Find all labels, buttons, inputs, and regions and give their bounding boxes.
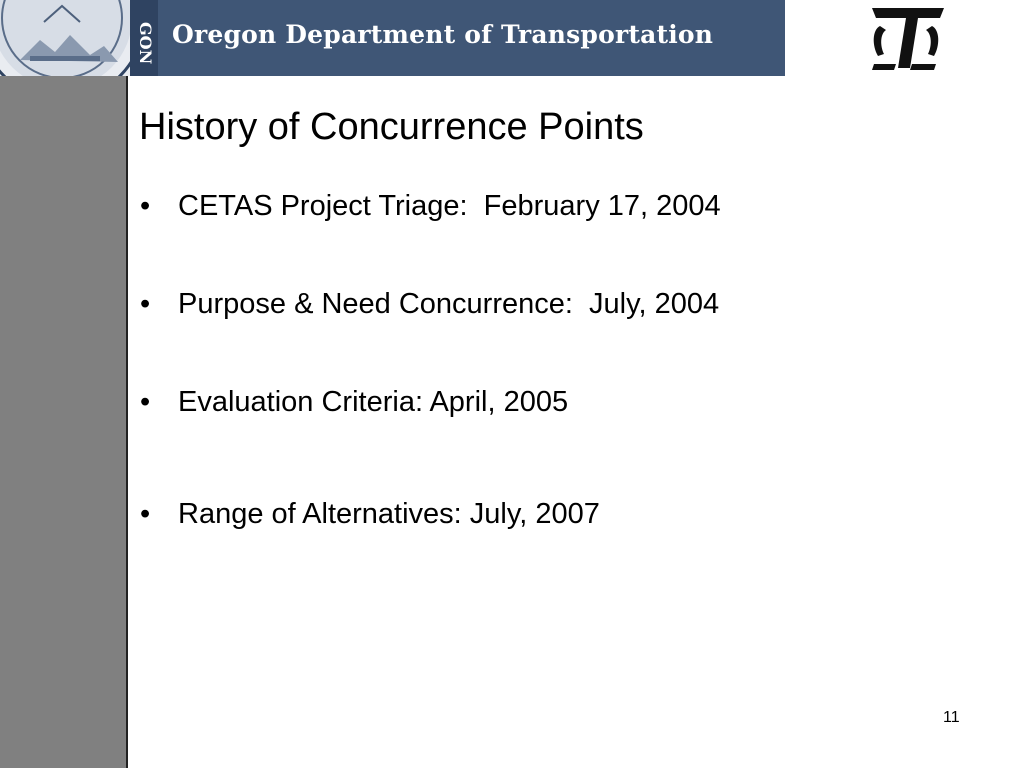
bullet-item: [140, 287, 719, 322]
bullet-text: Evaluation Criteria: April, 2005: [178, 386, 569, 418]
slide-title: History of Concurrence Points: [139, 106, 644, 148]
bullet-text: Purpose & Need Concurrence: July, 2004: [178, 288, 720, 320]
bullet-item: [140, 189, 721, 224]
bullet-glyph: •: [140, 386, 151, 418]
bullet-item: [140, 385, 568, 420]
page-number: 11: [943, 709, 960, 726]
bullet-glyph: •: [140, 190, 151, 222]
bullet-glyph: •: [140, 498, 151, 530]
bullet-text: Range of Alternatives: July, 2007: [178, 498, 600, 530]
agency-name: Oregon Department of Transportation: [172, 20, 714, 49]
sidebar-bar: [0, 76, 128, 768]
bullet-glyph: •: [140, 288, 151, 320]
bullet-text: CETAS Project Triage: February 17, 2004: [178, 190, 721, 222]
bullet-item: [140, 497, 600, 532]
odot-logo-icon: [866, 4, 948, 72]
svg-text:GON: GON: [136, 22, 155, 65]
oregon-state-seal-icon: [0, 0, 158, 76]
header-banner: [0, 0, 785, 76]
